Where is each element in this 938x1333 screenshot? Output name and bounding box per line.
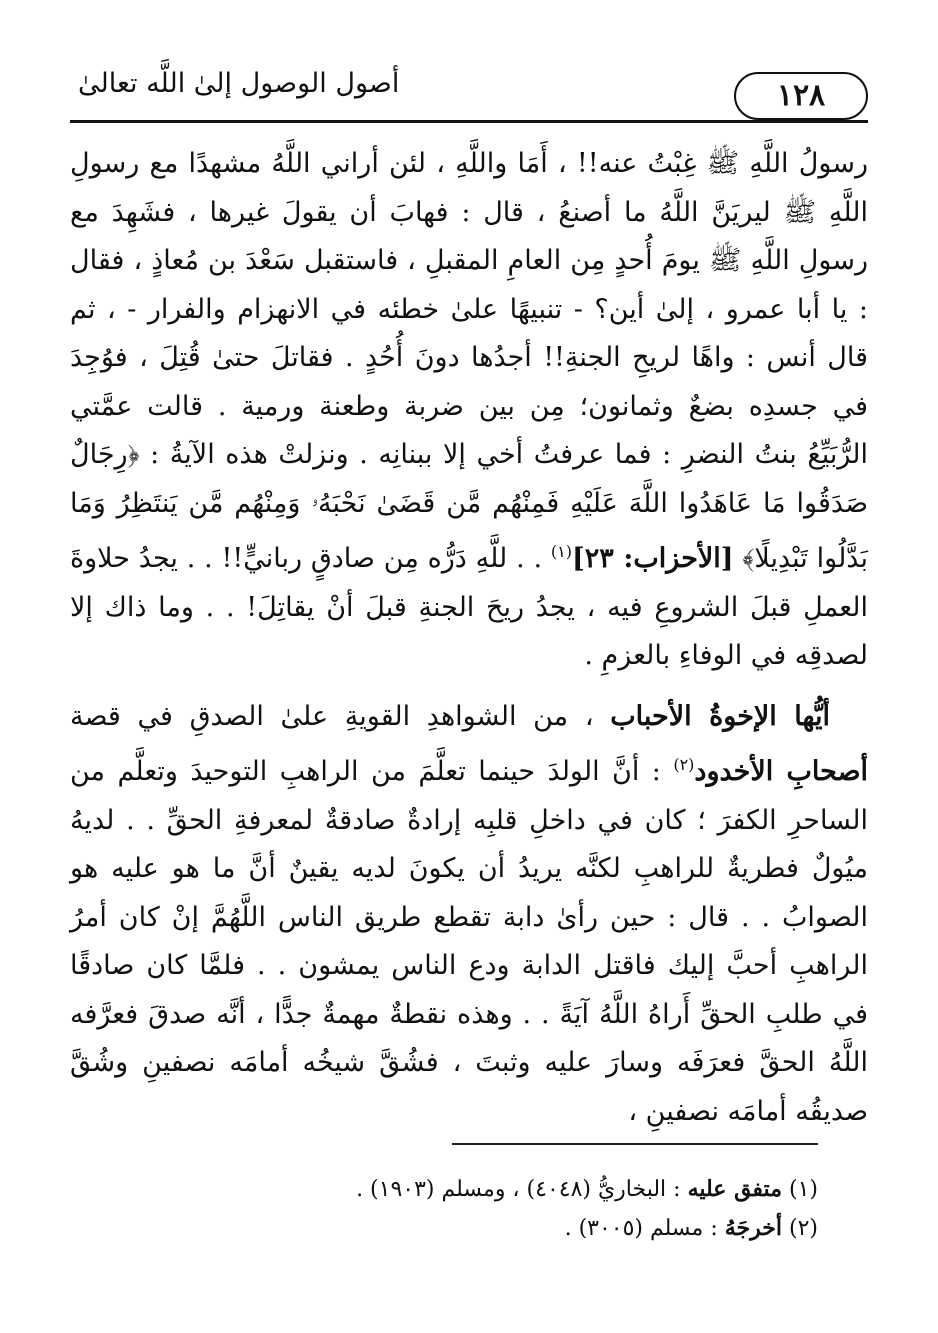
running-title: أصول الوصول إلىٰ اللَّه تعالىٰ <box>78 68 400 99</box>
footnote-2-text: : مسلم (٣٠٠٥) . <box>564 1216 725 1241</box>
paragraph-2-lead: أيُّها الإخوةُ الأحباب <box>610 700 830 732</box>
paragraph-1-end: . . للَّهِ دَرُّه مِن صادقٍ ربانيٍّ!! . . يجدُ حلاوةَ العملِ قبلَ الشروعِ فيه ، يجدُ ريحَ الجنةِ قبلَ أنْ يقاتِلَ! . . وما ذاك إلا لصدقِه في الوفاءِ بالعزمِ . <box>70 543 868 671</box>
footnote-1-text: : البخاريُّ (٤٠٤٨) ، ومسلم (١٩٠٣) . <box>356 1177 688 1202</box>
footnote-marker-2: (٢) <box>673 755 695 774</box>
footnote-1-label: متفق عليه <box>687 1176 782 1202</box>
footnotes <box>70 1170 818 1248</box>
footnote-1-number: (١) <box>788 1177 818 1202</box>
paragraph-2-text-b: : أنَّ الولدَ حينما تعلَّمَ من الراهبِ التوحيدَ وتعلَّم من الساحرِ الكفرَ ؛ كان في داخلِ قلبِه إرادةٌ صادقةٌ لمعرفةِ الحقِّ . . لديهُ ميُولٌ فطريةٌ للراهبِ لكنَّه يريدُ أن يكونَ لديه يقينٌ أنَّ ما هو عليه هو الصوابُ . . قال : حين رأىٰ دابة تقطع طريق الناس اللَّهُمَّ إنْ كان أمرُ الراهبِ أحبَّ إليك فاقتل الدابة ودع الناس يمشون . . فلمَّا كان صادقًا في طلبِ الحقِّ أَراهُ اللَّهُ آيَةً . . وهذه نقطةٌ مهمةٌ جدًّا ، أنَّه صدقَ فعرَّفه اللَّهُ الحقَّ فعرَفَه وسارَ عليه وثبتَ ، فشُقَّ شيخُه أمامَه نصفينِ وشُقَّ صديقُه أمامَه نصفينِ ، <box>70 756 868 1127</box>
verse-reference: [الأحزاب: ٢٣] <box>571 543 734 574</box>
paragraph-2-bold: أصحابِ الأخدود <box>694 756 868 787</box>
footnote-marker-1: (١) <box>550 542 572 561</box>
header-rule <box>70 120 868 123</box>
body-text <box>70 140 868 1136</box>
paragraph-2-text-a: ، من الشواهدِ القويةِ علىٰ الصدقِ في قصة <box>70 700 611 732</box>
footnote-1 <box>70 1170 818 1209</box>
page-number-badge <box>734 72 868 120</box>
footnote-rule <box>452 1143 818 1145</box>
paragraph-1 <box>70 140 868 681</box>
paragraph-1-text: رسولُ اللَّهِ ﷺ غِبْتُ عنه!! ، أَمَا واللَّهِ ، لئن أراني اللَّهُ مشهدًا مع رسولِ اللَّهِ ﷺ ليريَنَّ اللَّهُ ما أصنعُ ، قال : فهابَ أن يقولَ غيرها ، فشَهِدَ مع رسولِ اللَّهِ ﷺ يومَ أُحدٍ مِن العامِ المقبلِ ، فاستقبل سَعْدَ بن مُعاذٍ ، فقال : يا أبا عمرو ، إلىٰ أين؟ - تنبيهًا علىٰ خطئه في الانهزام والفرار - ، ثم قال أنس : واهًا لريحِ الجنةِ!! أجدُها دونَ أُحُدٍ . فقاتلَ حتىٰ قُتِلَ ، فوُجِدَ في جسدِه بضعٌ وثمانون؛ مِن بين ضربة وطعنة ورمية . قالت عمَّتي الرُّبَيِّعُ بنتُ النضرِ : فما عرفتُ أخي إلا ببنانِه . ونزلتْ هذه الآيةُ : ﴿رِجَالٌ صَدَقُوا مَا عَاهَدُوا اللَّهَ عَلَيْهِ فَمِنْهُم مَّن قَضَىٰ نَحْبَهُۥ وَمِنْهُم مَّن يَنتَظِرُ وَمَا بَدَّلُوا تَبْدِيلًا﴾ <box>70 148 868 574</box>
paragraph-2 <box>70 693 868 1137</box>
footnote-2 <box>70 1209 818 1248</box>
page-number: ١٢٨ <box>776 78 826 113</box>
footnote-2-label: أخرجَهُ <box>724 1215 782 1241</box>
footnote-2-number: (٢) <box>788 1216 818 1241</box>
page-header <box>70 60 868 120</box>
